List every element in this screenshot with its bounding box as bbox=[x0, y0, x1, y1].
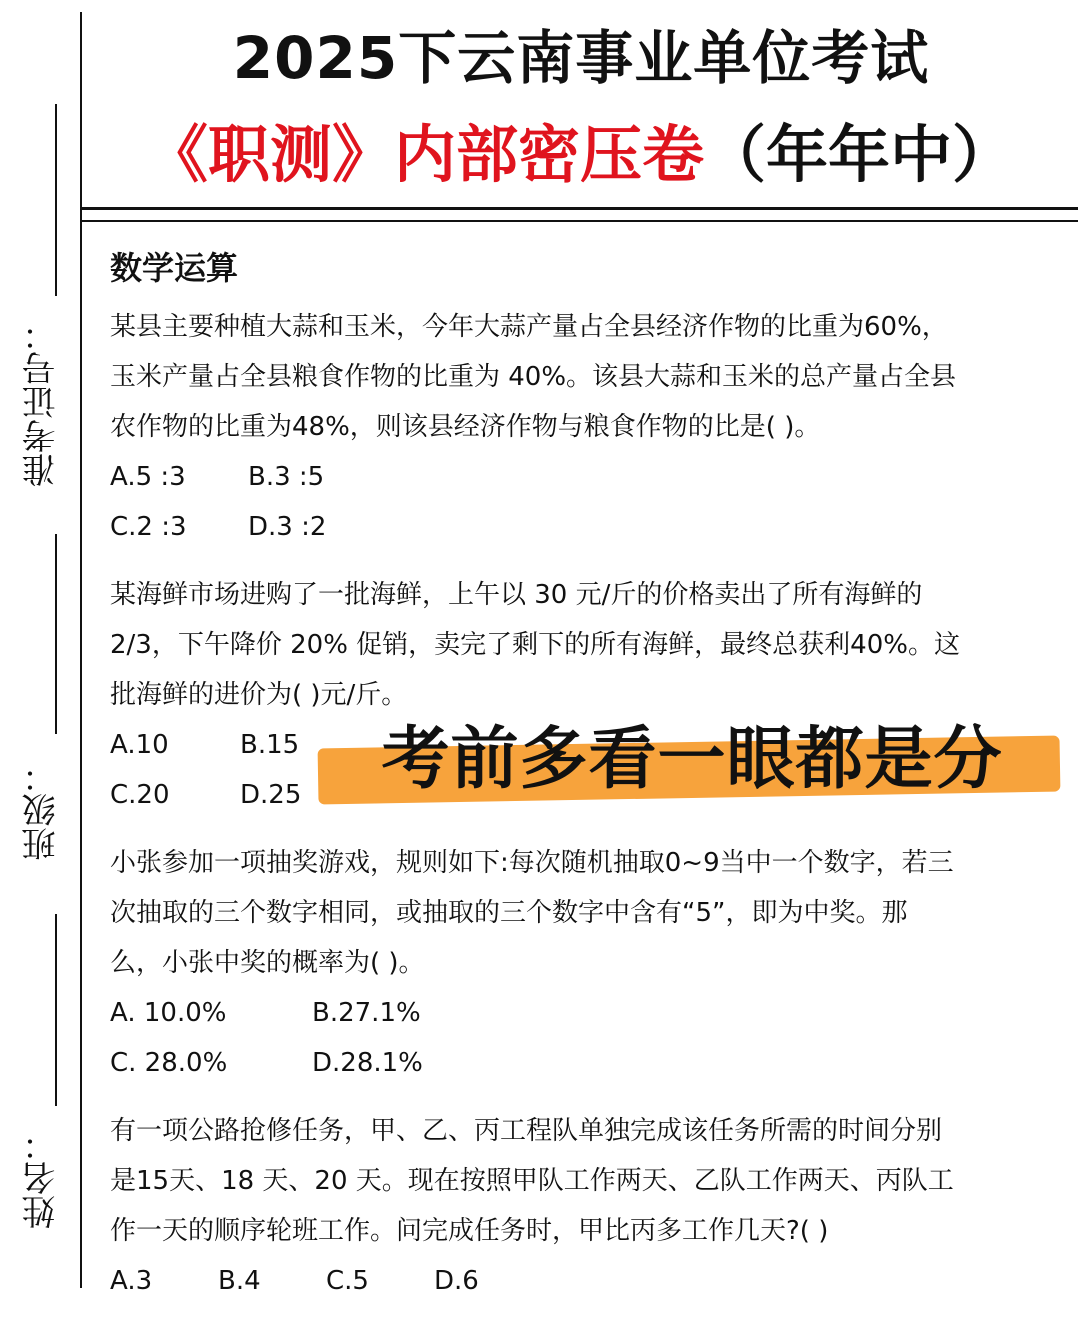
stem-line: 农作物的比重为48%，则该县经济作物与粮食作物的比是( )。 bbox=[110, 412, 821, 442]
question-stem bbox=[110, 838, 1055, 988]
page-subtitle bbox=[100, 112, 1060, 198]
option-c: C. 28.0% bbox=[110, 1048, 228, 1078]
stem-line: 次抽取的三个数字相同，或抽取的三个数字中含有“5”，即为中奖。那 bbox=[110, 898, 908, 928]
option-a: A.5 :3 bbox=[110, 462, 186, 492]
subtitle-red: 《职测》内部密压卷 bbox=[145, 118, 704, 191]
question-stem bbox=[110, 302, 1055, 452]
question-3 bbox=[110, 838, 1055, 1088]
banner-text: 考前多看一眼都是分 bbox=[381, 720, 1003, 799]
option-row bbox=[110, 988, 1055, 1038]
header-rule-thin bbox=[82, 220, 1078, 222]
name-label: 姓名： bbox=[22, 1127, 62, 1229]
question-stem bbox=[110, 570, 1055, 720]
option-c: C.2 :3 bbox=[110, 512, 187, 542]
stem-line: 么，小张中奖的概率为( )。 bbox=[110, 948, 425, 978]
option-b: B.27.1% bbox=[312, 998, 421, 1028]
class-label: 班级： bbox=[22, 759, 62, 861]
option-row bbox=[110, 502, 1055, 552]
question-stem bbox=[110, 1106, 1055, 1256]
option-row bbox=[110, 452, 1055, 502]
option-d: D.6 bbox=[434, 1266, 479, 1296]
question-1 bbox=[110, 302, 1055, 552]
stem-line: 玉米产量占全县粮食作物的比重为 40%。该县大蒜和玉米的总产量占全县 bbox=[110, 362, 957, 392]
section-title: 数学运算 bbox=[110, 249, 239, 287]
option-c: C.5 bbox=[326, 1266, 369, 1296]
stem-line: 2/3，下午降价 20% 促销，卖完了剩下的所有海鲜，最终总获利40%。这 bbox=[110, 630, 960, 660]
option-b: B.4 bbox=[218, 1266, 261, 1296]
option-d: D.28.1% bbox=[312, 1048, 423, 1078]
exam-id-underline bbox=[55, 104, 57, 296]
option-row bbox=[110, 1038, 1055, 1088]
binding-line bbox=[80, 12, 82, 1288]
exam-id-label: 准考证号： bbox=[22, 317, 62, 487]
stem-line: 是15天、18 天、20 天。现在按照甲队工作两天、乙队工作两天、丙队工 bbox=[110, 1166, 954, 1196]
stem-line: 有一项公路抢修任务，甲、乙、丙工程队单独完成该任务所需的时间分别 bbox=[110, 1116, 943, 1146]
option-a: A. 10.0% bbox=[110, 998, 227, 1028]
option-a: A.3 bbox=[110, 1266, 153, 1296]
subtitle-black: （年年中） bbox=[704, 118, 1015, 191]
stem-line: 批海鲜的进价为( )元/斤。 bbox=[110, 680, 408, 710]
stem-line: 某海鲜市场进购了一批海鲜，上午以 30 元/斤的价格卖出了所有海鲜的 bbox=[110, 580, 923, 610]
binding-margin bbox=[0, 0, 82, 1299]
option-c: C.20 bbox=[110, 780, 170, 810]
option-a: A.10 bbox=[110, 730, 169, 760]
option-d: D.3 :2 bbox=[248, 512, 327, 542]
header-rule-thick bbox=[82, 207, 1078, 210]
page-title: 2025下云南事业单位考试 bbox=[232, 24, 930, 92]
stem-line: 作一天的顺序轮班工作。问完成任务时，甲比丙多工作几天?( ) bbox=[110, 1216, 829, 1246]
option-b: B.15 bbox=[240, 730, 300, 760]
motivational-banner bbox=[318, 712, 1066, 808]
name-underline bbox=[55, 914, 57, 1106]
option-d: D.25 bbox=[240, 780, 302, 810]
stem-line: 小张参加一项抽奖游戏，规则如下:每次随机抽取0~9当中一个数字，若三 bbox=[110, 848, 954, 878]
class-underline bbox=[55, 534, 57, 734]
stem-line: 某县主要种植大蒜和玉米，今年大蒜产量占全县经济作物的比重为60%， bbox=[110, 312, 948, 342]
option-b: B.3 :5 bbox=[248, 462, 325, 492]
question-4 bbox=[110, 1106, 1055, 1306]
